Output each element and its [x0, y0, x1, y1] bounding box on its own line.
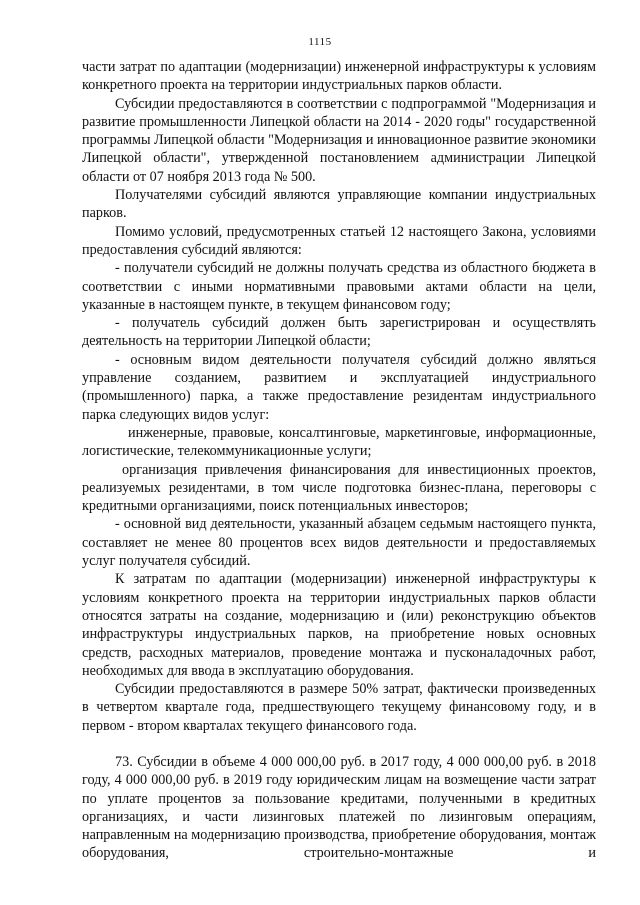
list-item-condition-3: - основным видом деятельности получателя субсидий должно являться управление созданием, развитием и эксплуатацией индустриального (промышленного) парка, а также предоставление резидентам индустриального парка следующих видов услуг:: [82, 351, 596, 423]
section-gap: [82, 735, 596, 753]
list-item-condition-1: - получатели субсидий не должны получать средства из областного бюджета в соответствии с иными нормативными правовыми актами области на цели, указанные в настоящем пункте, в текущем финансовом году;: [82, 260, 596, 313]
paragraph-item-73: 73. Субсидии в объеме 4 000 000,00 руб. в 2017 году, 4 000 000,00 руб. в 2018 году, 4 000 000,00 руб. в 2019 году юридическим лицам на возмещение части затрат по уплате процентов за пользование кредитами, полученными в кредитных организациях, и части лизинговых платежей по лизинговым операциям, направленным на модернизацию производства, приобретение оборудования, монтаж оборудования, строительно-монтажные и: [82, 753, 596, 862]
document-body: [82, 58, 596, 863]
paragraph-conditions-intro: Помимо условий, предусмотренных статьей 12 настоящего Закона, условиями предоставления субсидий являются:: [82, 223, 596, 258]
list-item-condition-2: - получатель субсидий должен быть зарегистрирован и осуществлять деятельность на территории Липецкой области;: [82, 315, 596, 350]
paragraph-costs-definition: К затратам по адаптации (модернизации) инженерной инфраструктуры к условиям конкретного проекта на территории индустриальных парков области относятся затраты на создание, модернизацию и (или) реконструкцию объектов инфраструктуры индустриальных парков, на приобретение новых основных средств, расходных материалов, проведение монтажа и пусконаладочных работ, необходимых для ввода в эксплуатацию оборудования.: [82, 571, 596, 679]
list-item-services-2: организация привлечения финансирования для инвестиционных проектов, реализуемых резидентами, в том числе подготовка бизнес-плана, переговоры с кредитными организациями, поиск потенциальных инвесторов;: [82, 461, 596, 515]
page-number: 1115: [308, 36, 332, 48]
list-item-condition-4: - основной вид деятельности, указанный абзацем седьмым настоящего пункта, составляет не менее 80 процентов всех видов деятельности и предоставляемых услуг получателя субсидий.: [82, 516, 596, 570]
list-item-services-1: инженерные, правовые, консалтинговые, маркетинговые, информационные, логистические, телекоммуникационные услуги;: [82, 424, 596, 460]
paragraph-subsidy-rate: Субсидии предоставляются в размере 50% затрат, фактически произведенных в четвертом квартале года, предшествующего текущему финансовому году, и в первом - втором кварталах текущего финансового года.: [82, 681, 596, 734]
paragraph-continuation: части затрат по адаптации (модернизации) инженерной инфраструктуры к условиям конкретного проекта на территории индустриальных парков области.: [82, 59, 596, 94]
paragraph-recipients: Получателями субсидий являются управляющие компании индустриальных парков.: [82, 187, 596, 222]
paragraph-subsidy-basis: Субсидии предоставляются в соответствии с подпрограммой "Модернизация и развитие промышленности Липецкой области на 2014 - 2020 годы" государственной программы Липецкой области "Модернизация и инновационное развитие экономики Липецкой области", утвержденной постановлением администрации Липецкой области от 07 ноября 2013 года № 500.: [82, 95, 596, 185]
